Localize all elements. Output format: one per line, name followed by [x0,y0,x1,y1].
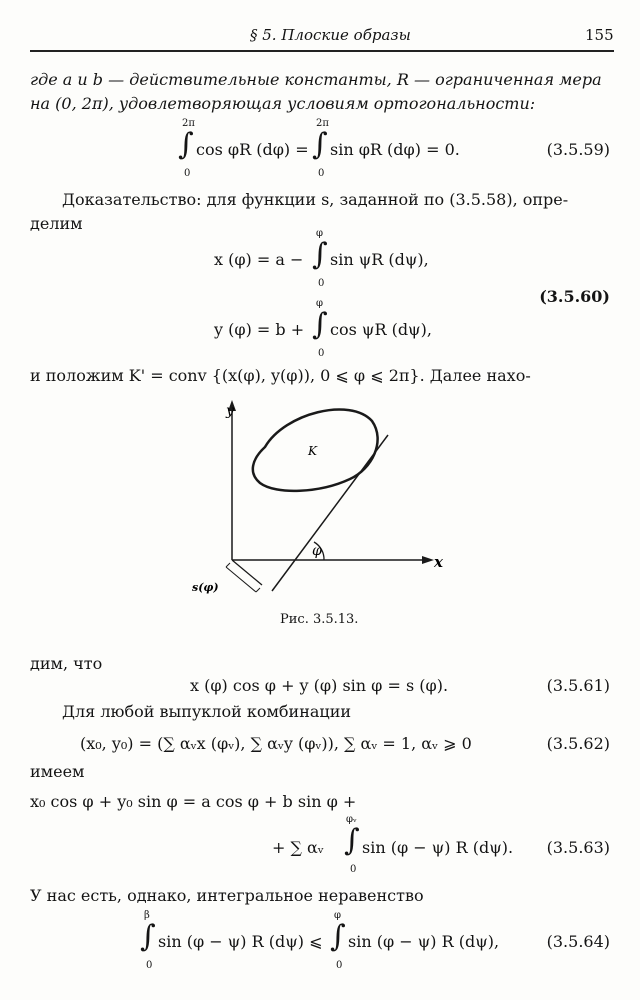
equation-term: x (φ) = a − [214,250,304,269]
integral-lower-limit: 0 [146,960,153,971]
integral-upper-limit: φ [316,228,324,239]
equation-term: sin (φ − ψ) R (dψ). [362,838,514,857]
integral-lower-limit: 0 [318,168,325,179]
body-label: K [308,444,317,458]
paragraph-line: делим [30,214,83,233]
equation: x (φ) cos φ + y (φ) sin φ = s (φ). [190,676,449,695]
dimension-tick [256,588,260,592]
equation-term: sin (φ − ψ) R (dψ) ⩽ [158,932,323,951]
header-rule [30,50,614,52]
integral-upper-limit: φᵥ [346,814,357,825]
equation-term: sin ψR (dψ), [330,250,429,269]
support-function-label: s(φ) [192,581,219,594]
integral-sign: ∫ [140,919,156,954]
integral-lower-limit: 0 [350,864,357,875]
integral-upper-limit: β [144,910,150,921]
integral-sign: ∫ [344,823,360,858]
integral-sign: ∫ [330,919,346,954]
integral-lower-limit: 0 [318,278,325,289]
equation-term: cos φR (dφ) = [196,140,309,159]
x-axis-label: x [434,553,443,571]
dimension-tick [226,563,230,567]
equation-number: (3.5.59) [546,140,610,159]
integral-lower-limit: 0 [184,168,191,179]
angle-label: φ [312,543,322,559]
paragraph-line: У нас есть, однако, интегральное неравенство [30,886,424,905]
integral-upper-limit: φ [334,910,342,921]
integral-lower-limit: 0 [318,348,325,359]
integral-upper-limit: 2π [316,118,329,129]
equation-number: (3.5.61) [546,676,610,695]
support-line [272,435,388,591]
equation-number: (3.5.63) [546,838,610,857]
integral-lower-limit: 0 [336,960,343,971]
integral-sign: ∫ [312,237,328,272]
integral-sign: ∫ [178,127,194,162]
integral-sign: ∫ [312,307,328,342]
figure-3-5-13 [190,395,450,605]
running-head: § 5. Плоские образы [250,26,411,44]
paragraph-line: Для любой выпуклой комбинации [62,702,352,721]
figure-caption: Рис. 3.5.13. [280,612,359,627]
integral-sign: ∫ [312,127,328,162]
y-axis-label: y [226,403,234,419]
equation-term: sin φR (dφ) = 0. [330,140,460,159]
equation: (x₀, y₀) = (∑ αᵥx (φᵥ), ∑ αᵥy (φᵥ)), ∑ αᵥ = 1, αᵥ ⩾ 0 [80,734,472,753]
equation-number: (3.5.62) [546,734,610,753]
equation-term: y (φ) = b + [214,320,305,339]
paragraph-line: имеем [30,762,85,781]
x-axis-arrow [422,556,434,564]
equation-term: sin (φ − ψ) R (dψ), [348,932,500,951]
paragraph-line: на (0, 2π), удовлетворяющая условиям ортогональности: [30,94,536,113]
equation-term: + ∑ αᵥ [272,838,324,857]
equation-line: x₀ cos φ + y₀ sin φ = a cos φ + b sin φ + [30,792,357,811]
equation-term: cos ψR (dψ), [330,320,432,339]
dimension-line [226,567,256,592]
support-distance-line [232,560,262,585]
integral-upper-limit: 2π [182,118,195,129]
integral-upper-limit: φ [316,298,324,309]
page-number: 155 [585,26,614,44]
paragraph-line: дим, что [30,654,103,673]
equation-number: (3.5.64) [546,932,610,951]
paragraph-line: Доказательство: для функции s, заданной по (3.5.58), опре- [62,190,569,209]
paragraph-line: где a и b — действительные константы, R — ограниченная мера [30,70,602,89]
paragraph-line: и положим K' = conv {(x(φ), y(φ)), 0 ⩽ φ ⩽ 2π}. Далее нахо- [30,366,531,385]
equation-number: (3.5.60) [539,287,610,306]
